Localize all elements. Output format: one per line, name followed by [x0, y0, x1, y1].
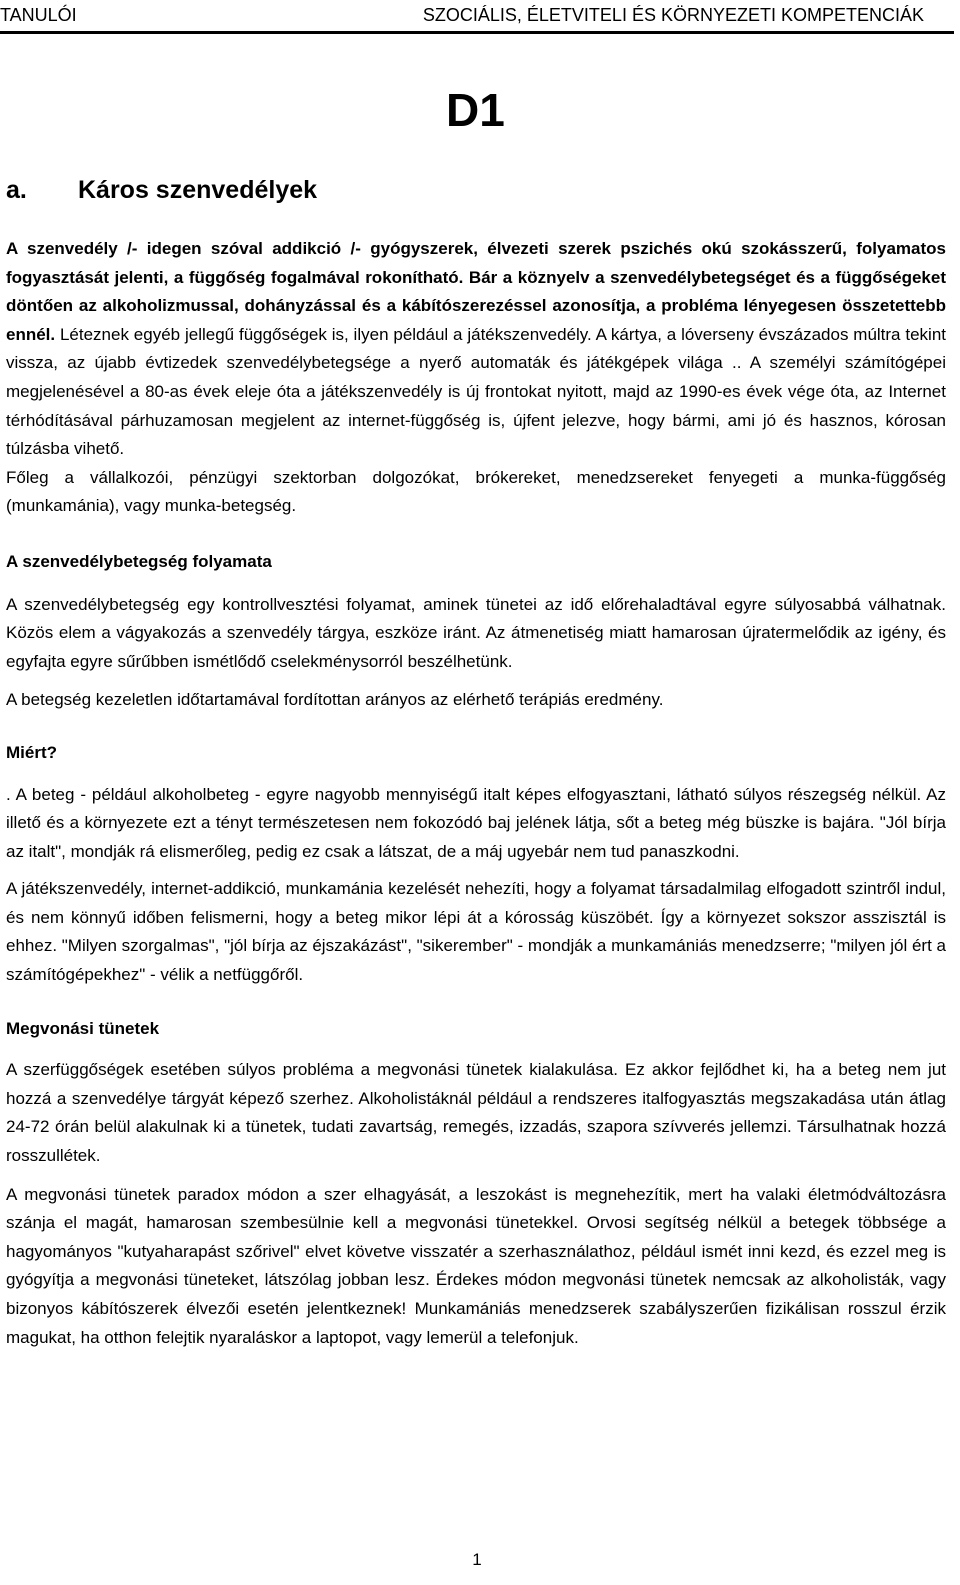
withdrawal-paragraph-1: A szerfüggőségek esetében súlyos probléma a megvonási tünetek kialakulása. Ez akkor fejlődhet ki, ha a beteg nem jut hozzá a szenvedélye tárgyát képező szerhez. Alkoholistáknál például a rendszeres italfogyasztás megszakadása után átlag 24-72 órán belül alakulnak ki a tünetek, tudati zavartság, remegés, izzadás, szapora szívverés jellemzi. Társulhatnak hozzá rosszullétek. — [6, 1060, 946, 1166]
intro-normal-text: Léteznek egyéb jellegű függőségek is, ilyen például a játékszenvedély. A kártya, a lóverseny évszázados múltra tekint vissza, az újabb évtizedek szenvedélybetegsége a nyerő automaták és játékgépek világa .. A személyi számítógépei megjelenésével a 80-as évek eleje óta a játékszenvedély is új frontokat nyitott, majd az 1990-es évek vége óta, az Internet térhódításával párhuzamosan megjelent az internet-függőség is, újfent jelezve, hogy bármi, ami jó és hasznos, kórosan túlzásba vihető. — [6, 324, 946, 459]
header-left-label: TANULÓI — [0, 5, 77, 25]
page-number: 1 — [472, 1550, 482, 1569]
process-paragraph-2: A betegség kezeletlen időtartamával fordítottan arányos az elérhető terápiás eredmény. — [6, 690, 664, 710]
work-paragraph: Főleg a vállalkozói, pénzügyi szektorban dolgozókat, brókereket, menedzsereket fenyegeti a munka-függőség (munkamánia), vagy munka-betegség. — [6, 467, 946, 516]
section-title: Káros szenvedélyek — [78, 176, 318, 204]
document-code: D1 — [446, 84, 505, 136]
intro-paragraph — [6, 235, 946, 464]
intro-bold-text: A szenvedély /- idegen szóval addikció /- gyógyszerek, élvezeti szerek pszichés okú szokásszerű, folyamatos fogyasztását jelenti, a függőség fogalmával rokonítható. Bár a köznyelv a szenvedélybetegséget és a függőségeket döntően az alkoholizmussal, dohányzással és a kábítószerezéssel azonosítja, a probléma lényegesen összetettebb ennél. — [6, 239, 946, 344]
why-heading: Miért? — [6, 742, 57, 762]
why-paragraph-2: A játékszenvedély, internet-addikció, munkamánia kezelését nehezíti, hogy a folyamat társadalmilag elfogadott szintről indul, és nem könnyű időben felismerni, hogy a beteg mikor lépi át a kórosság küszöbét. Így a környezet sokszor asszisztál is ehhez. "Milyen szorgalmas", "jól bírja az éjszakázást", "sikerember" - mondják a munkamániás menedzserre; "milyen jól ért a számítógépekhez" - vélik a netfüggőről. — [6, 879, 946, 985]
header-right-label: SZOCIÁLIS, ÉLETVITELI ÉS KÖRNYEZETI KOMPETENCIÁK — [422, 5, 924, 25]
why-paragraph-1: . A beteg - például alkoholbeteg - egyre nagyobb mennyiségű italt képes elfogyasztani, látható súlyos részegség nélkül. Az illető és a környezete ezt a tényt természetesen nem fokozódó baj jelének látja, sőt a beteg még büszke is bajára. "Jól bírja az italt", mondják rá elismerőleg, pedig ez csak a látszat, de a máj ugyebár nem tud panaszkodni. — [6, 784, 946, 861]
document-body — [6, 235, 946, 1352]
withdrawal-paragraph-2: A megvonási tünetek paradox módon a szer elhagyását, a leszokást is megnehezítik, mert ha valaki életmódváltozásra szánja el magát, hamarosan szembesülnie kell a megvonási tünetekkel. Orvosi segítség nélkül a betegek többsége a hagyományos "kutyaharapást szőrivel" elvet követve visszatér a szerhasználathoz, például ismét inni kezd, és ezzel meg is gyógyítja a megvonási tüneteket, látszólag jobban lesz. Érdekes módon megvonási tünetek nemcsak az alkoholisták, vagy bizonyos kábítószerek élvezői esetén jelentkeznek! Munkamániás menedzserek szabályszerűen fizikálisan rosszul érzik magukat, ha otthon felejtik nyaraláskor a laptopot, vagy lemerül a telefonjuk. — [6, 1184, 946, 1347]
page-header — [0, 0, 954, 34]
section-letter: a. — [6, 176, 27, 204]
process-heading: A szenvedélybetegség folyamata — [6, 551, 272, 571]
section-heading — [6, 172, 317, 208]
process-paragraph-1: A szenvedélybetegség egy kontrollvesztési folyamat, aminek tünetei az idő előrehaladtával egyre súlyosabbá válhatnak. Közös elem a vágyakozás a szenvedély tárgya, eszköze iránt. Az átmenetiség miatt hamarosan újratermelődik az igény, és egyfajta egyre sűrűbben ismétlődő cselekménysorról beszélhetünk. — [6, 594, 946, 671]
withdrawal-heading: Megvonási tünetek — [6, 1018, 160, 1038]
